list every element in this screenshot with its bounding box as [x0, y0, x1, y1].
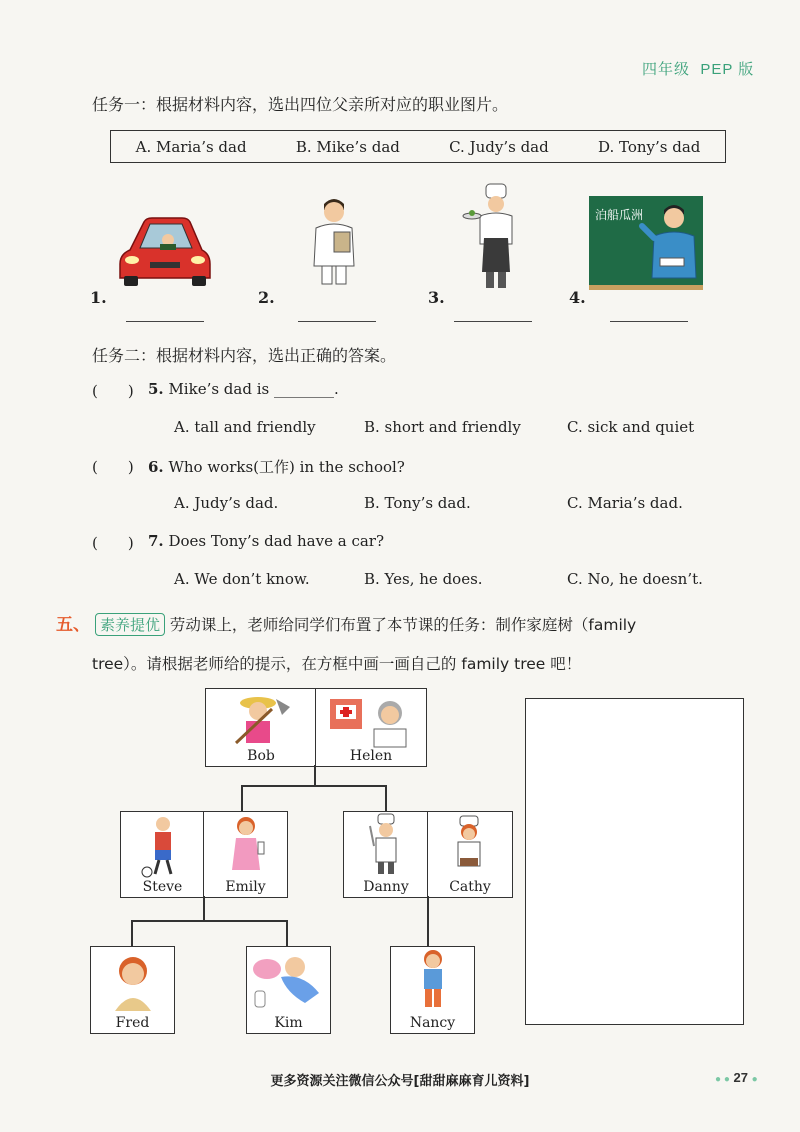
choice-c: C. sick and quiet: [567, 418, 695, 436]
answer-paren[interactable]: ( ): [92, 534, 134, 552]
task2-title: 任务二：根据材料内容，选出正确的答案。: [92, 346, 397, 365]
drawing-area[interactable]: [525, 698, 744, 1025]
girl-icon: [391, 947, 474, 1013]
page-number: ● ● 27 ●: [715, 1070, 758, 1085]
boy-icon: [91, 947, 174, 1013]
section5-instructions: [56, 610, 756, 636]
name-label: Bob: [247, 748, 275, 764]
choice-c: C. Maria’s dad.: [567, 494, 683, 512]
tree-node-bob: [205, 688, 317, 767]
dot-icon: ●: [751, 1074, 758, 1085]
choice-a: A. We don’t know.: [174, 570, 310, 588]
baby-icon: [247, 947, 330, 1013]
task1-title: 任务一：根据材料内容，选出四位父亲所对应的职业图片。: [92, 95, 509, 114]
teacher-icon: [636, 198, 702, 290]
name-label: Helen: [349, 748, 393, 764]
question-6: 6. Who works(工作) in the school?: [148, 458, 405, 476]
name-label: Cathy: [449, 879, 491, 895]
tree-connector: [241, 785, 386, 787]
answer-blank[interactable]: [126, 320, 204, 322]
tree-connector: [286, 920, 288, 946]
football-player-icon: [121, 812, 204, 878]
name-label: Danny: [363, 879, 409, 895]
answer-blank[interactable]: [454, 320, 532, 322]
option-a: A. Maria’s dad: [135, 137, 247, 156]
footer-text: 更多资源关注微信公众号[甜甜麻麻育儿资料]: [270, 1074, 530, 1089]
nurse-icon: [316, 689, 426, 749]
doctor-icon: [304, 192, 364, 288]
grade-label: 四年级 PEP 版: [642, 61, 755, 78]
name-label: Kim: [274, 1015, 303, 1031]
tree-node-helen: [315, 688, 427, 767]
section5-line2: tree）。请根据老师给的提示，在方框中画一画自己的 family tree 吧！: [92, 655, 582, 673]
tree-node-steve: [120, 811, 205, 898]
tree-connector: [427, 896, 429, 946]
option-c: C. Judy’s dad: [449, 137, 549, 156]
choice-b: B. Yes, he does.: [364, 570, 483, 588]
section-number: 五、: [56, 615, 90, 635]
tree-connector: [131, 920, 287, 922]
tree-node-nancy: [390, 946, 475, 1034]
name-label: Fred: [115, 1015, 150, 1031]
blackboard-text: 泊船瓜洲: [595, 208, 644, 222]
tree-node-kim: [246, 946, 331, 1034]
name-label: Nancy: [409, 1015, 456, 1031]
choice-a: A. Judy’s dad.: [174, 494, 279, 512]
woman-icon: [204, 812, 287, 878]
choice-a: A. tall and friendly: [174, 418, 316, 436]
option-b: B. Mike’s dad: [295, 137, 400, 156]
tree-connector: [314, 765, 316, 785]
tree-node-emily: [203, 811, 288, 898]
answer-paren[interactable]: ( ): [92, 382, 134, 400]
tree-connector: [241, 785, 243, 811]
section5-line1: 劳动课上，老师给同学们布置了本节课的任务：制作家庭树（family: [169, 616, 637, 634]
picture-number: 1.: [90, 288, 107, 307]
choice-b: B. short and friendly: [364, 418, 521, 436]
picture-number: 2.: [258, 288, 275, 307]
cook-icon: [344, 812, 428, 878]
picture-number: 3.: [428, 288, 445, 307]
tree-connector: [203, 896, 205, 920]
tree-connector: [131, 920, 133, 946]
option-d: D. Tony’s dad: [597, 137, 701, 156]
name-label: Emily: [225, 879, 266, 895]
picture-number: 4.: [569, 288, 586, 307]
tree-node-fred: [90, 946, 175, 1034]
cook-icon: [428, 812, 512, 878]
question-7: 7. Does Tony’s dad have a car?: [148, 532, 384, 550]
tree-node-danny: [343, 811, 429, 898]
question-5: 5. Mike’s dad is ________.: [148, 380, 339, 398]
section-badge: 素养提优: [95, 613, 165, 636]
dots-icon: ● ●: [715, 1074, 730, 1085]
tree-connector: [385, 785, 387, 811]
task1-options-box: [110, 130, 726, 163]
answer-blank[interactable]: [298, 320, 376, 322]
answer-blank[interactable]: [610, 320, 688, 322]
tree-node-cathy: [427, 811, 513, 898]
farmer-icon: [206, 689, 316, 749]
name-label: Steve: [142, 879, 183, 895]
choice-b: B. Tony’s dad.: [364, 494, 471, 512]
car-driver-icon: [116, 210, 214, 290]
answer-paren[interactable]: ( ): [92, 458, 134, 476]
choice-c: C. No, he doesn’t.: [567, 570, 703, 588]
cook-icon: [462, 182, 522, 294]
